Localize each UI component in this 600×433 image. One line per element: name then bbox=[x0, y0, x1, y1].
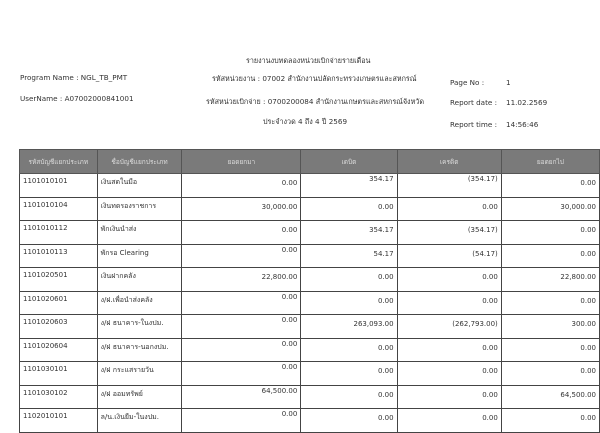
carried-forward: 0.00 bbox=[580, 343, 596, 352]
col-debit: เดบิต bbox=[301, 150, 397, 174]
account-name: ง/ฝ ออมทรัพย์ bbox=[97, 385, 182, 409]
report-time: 14:56:46 bbox=[506, 120, 539, 129]
account-code: 1101030102 bbox=[20, 385, 98, 409]
credit: 0.00 bbox=[482, 296, 498, 305]
debit: 0.00 bbox=[377, 367, 394, 375]
account-code: 1101020603 bbox=[20, 315, 98, 339]
debit: 0.00 bbox=[377, 202, 394, 211]
debit: 0.00 bbox=[377, 390, 394, 399]
credit: (262,793.00) bbox=[452, 320, 498, 328]
brought-forward: 0.00 bbox=[281, 339, 298, 348]
account-name: พักเงินนำส่ง bbox=[97, 221, 182, 245]
account-name: เงินทดรองราชการ bbox=[97, 197, 182, 221]
debit: 0.00 bbox=[377, 343, 394, 352]
disbursement-unit: รหัสหน่วยเบิกจ่าย : 0700200084 สำนักงานเกษตรและสหกรณ์จังหวัด bbox=[206, 97, 425, 106]
report-date: 11.02.2569 bbox=[506, 98, 548, 107]
report-date-label: Report date : bbox=[450, 98, 498, 107]
account-code: 1102010101 bbox=[20, 409, 98, 433]
account-code: 1101020604 bbox=[20, 338, 98, 362]
carried-forward: 22,800.00 bbox=[560, 273, 596, 281]
account-code: 1101030101 bbox=[20, 362, 98, 386]
table-row bbox=[20, 291, 600, 315]
carried-forward: 300.00 bbox=[571, 320, 596, 328]
brought-forward: 0.00 bbox=[281, 316, 298, 324]
brought-forward: 0.00 bbox=[281, 363, 298, 371]
credit: 0.00 bbox=[482, 390, 498, 399]
agency-code: รหัสหน่วยงาน : 07002 สำนักงานปลัดกระทรวงเกษตรและสหกรณ์ bbox=[212, 74, 417, 83]
carried-forward: 0.00 bbox=[580, 414, 596, 422]
credit: (354.17) bbox=[467, 175, 498, 183]
col-account-name: ชื่อบัญชีแยกประเภท bbox=[97, 150, 182, 174]
account-code: 1101010112 bbox=[20, 221, 98, 245]
brought-forward: 64,500.00 bbox=[261, 386, 298, 395]
table-row bbox=[20, 244, 600, 268]
col-credit: เครดิต bbox=[397, 150, 501, 174]
account-code: 1101020501 bbox=[20, 268, 98, 292]
debit: 263,093.00 bbox=[353, 320, 394, 328]
table-row bbox=[20, 174, 600, 198]
account-name: ง/ฝ กระแสรายวัน bbox=[97, 362, 182, 386]
report-period: ประจำงวด 4 ถึง 4 ปี 2569 bbox=[263, 117, 348, 126]
account-name: ง/ฝ.เพื่อนำส่งคลัง bbox=[97, 291, 182, 315]
credit: 0.00 bbox=[482, 202, 498, 211]
table-header-row bbox=[20, 150, 600, 174]
account-name: ง/ฝ ธนาคาร-ในงปม. bbox=[97, 315, 182, 339]
account-name: พักรอ Clearing bbox=[97, 244, 182, 268]
debit: 354.17 bbox=[369, 226, 394, 234]
brought-forward: 0.00 bbox=[281, 410, 298, 418]
credit: 0.00 bbox=[482, 414, 498, 422]
account-code: 1101010104 bbox=[20, 197, 98, 221]
account-name: เงินสดในมือ bbox=[97, 174, 182, 198]
brought-forward: 30,000.00 bbox=[261, 202, 298, 211]
account-name: ง/ฝ ธนาคาร-นอกงปม. bbox=[97, 338, 182, 362]
debit: 354.17 bbox=[369, 175, 394, 183]
credit: 0.00 bbox=[482, 343, 498, 352]
credit: (54.17) bbox=[472, 249, 498, 258]
report-time-label: Report time : bbox=[450, 120, 498, 129]
page-number: 1 bbox=[506, 78, 511, 87]
brought-forward: 22,800.00 bbox=[261, 273, 298, 281]
carried-forward: 0.00 bbox=[580, 249, 596, 258]
carried-forward: 0.00 bbox=[580, 367, 596, 375]
account-name: ล/น.เงินยืม-ในงปม. bbox=[97, 409, 182, 433]
account-name: เงินฝากคลัง bbox=[97, 268, 182, 292]
credit: 0.00 bbox=[482, 367, 498, 375]
trial-balance-table bbox=[19, 149, 600, 433]
col-brought-forward: ยอดยกมา bbox=[182, 150, 301, 174]
brought-forward: 0.00 bbox=[281, 292, 298, 301]
credit: (354.17) bbox=[467, 226, 498, 234]
table-row bbox=[20, 409, 600, 433]
carried-forward: 64,500.00 bbox=[560, 390, 596, 399]
debit: 54.17 bbox=[373, 249, 394, 258]
account-code: 1101010101 bbox=[20, 174, 98, 198]
table-row bbox=[20, 385, 600, 409]
table-row bbox=[20, 197, 600, 221]
brought-forward: 0.00 bbox=[281, 179, 298, 187]
debit: 0.00 bbox=[377, 414, 394, 422]
account-code: 1101010113 bbox=[20, 244, 98, 268]
account-code: 1101020601 bbox=[20, 291, 98, 315]
carried-forward: 0.00 bbox=[580, 226, 596, 234]
debit: 0.00 bbox=[377, 273, 394, 281]
program-name: Program Name : NGL_TB_PMT bbox=[20, 73, 128, 82]
carried-forward: 0.00 bbox=[580, 296, 596, 305]
debit: 0.00 bbox=[377, 296, 394, 305]
carried-forward: 0.00 bbox=[580, 179, 596, 187]
table-row bbox=[20, 268, 600, 292]
username: UserName : A07002000841001 bbox=[20, 94, 134, 103]
table-row bbox=[20, 338, 600, 362]
col-account-code: รหัสบัญชีแยกประเภท bbox=[20, 150, 98, 174]
carried-forward: 30,000.00 bbox=[560, 202, 596, 211]
brought-forward: 0.00 bbox=[281, 226, 298, 234]
table-row bbox=[20, 315, 600, 339]
col-carried-forward: ยอดยกไป bbox=[501, 150, 599, 174]
table-row bbox=[20, 362, 600, 386]
page-label: Page No : bbox=[450, 78, 485, 87]
table-row bbox=[20, 221, 600, 245]
credit: 0.00 bbox=[482, 273, 498, 281]
brought-forward: 0.00 bbox=[281, 245, 298, 254]
report-title: รายงานงบทดลองหน่วยเบิกจ่ายรายเดือน bbox=[246, 56, 371, 65]
